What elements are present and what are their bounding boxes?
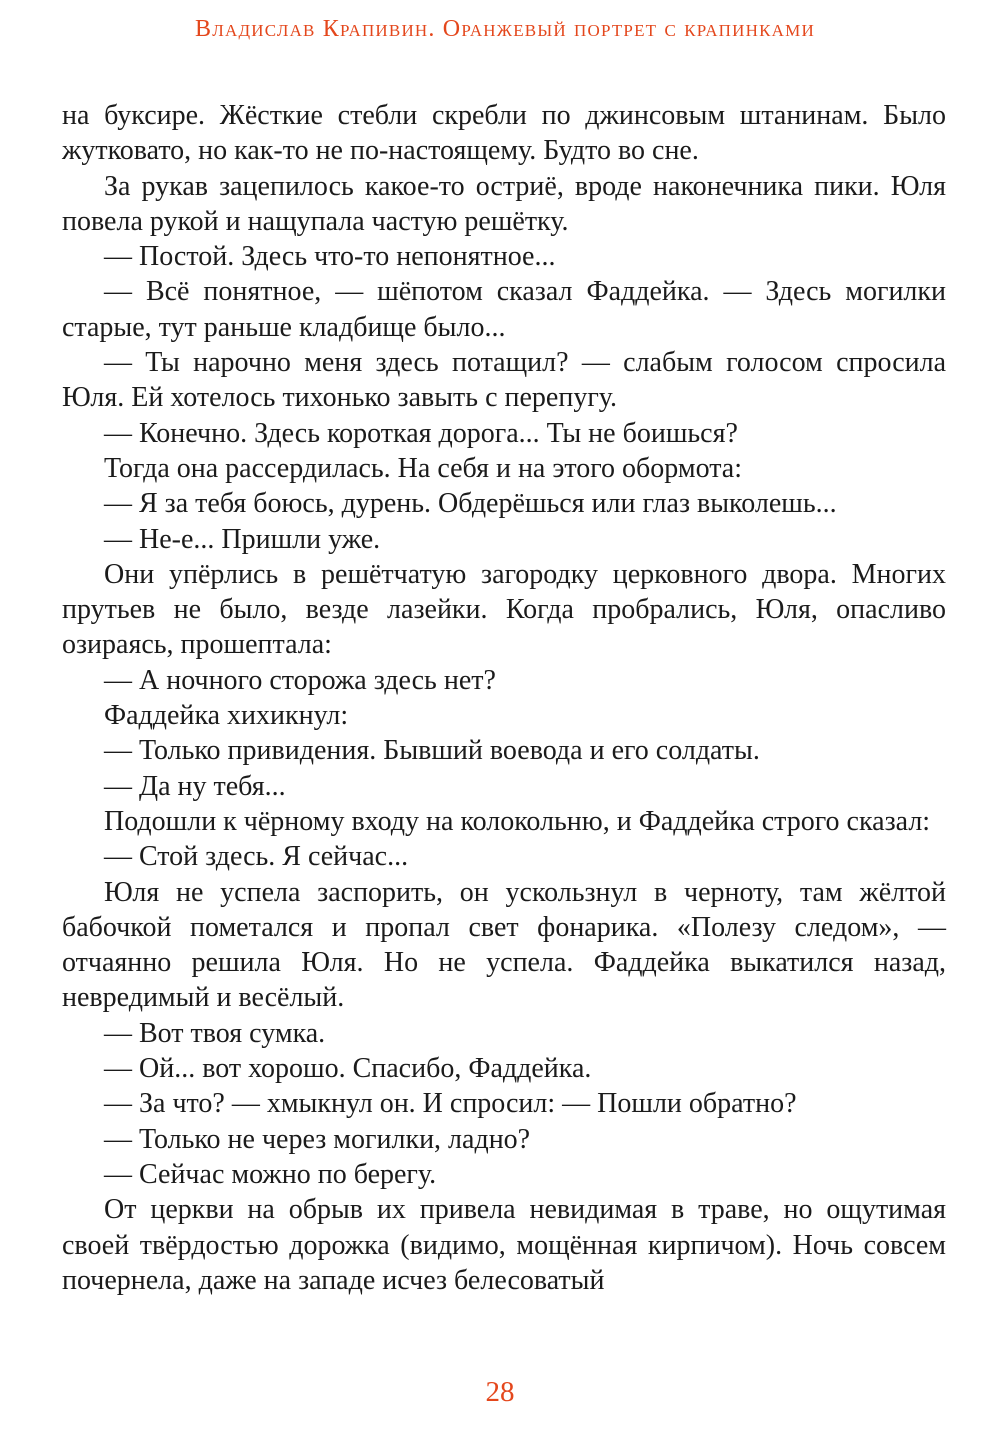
paragraph: Они упёрлись в решётчатую загородку церковного двора. Многих прутьев не было, везде лазейки. Когда пробрались, Юля, опасливо озираясь, прошептала: (62, 558, 946, 661)
paragraph: Подошли к чёрному входу на колокольню, и Фаддейка строго сказал: (104, 805, 931, 837)
paragraph: — Только не через могилки, ладно? (104, 1123, 531, 1155)
paragraph: — Вот твоя сумка. (104, 1017, 326, 1049)
paragraph: — Сейчас можно по берегу. (104, 1158, 437, 1190)
paragraph: Юля не успела заспорить, он ускользнул в черноту, там жёлтой бабочкой пометался и пропал свет фонарика. «Полезу следом», — отчаянно решила Юля. Но не успела. Фаддейка выкатился назад, невредимый и весёлый. (62, 876, 946, 1014)
paragraph: — За что? — хмыкнул он. И спросил: — Пошли обратно? (104, 1088, 797, 1120)
running-header: Владислав Крапивин. Оранжевый портрет с крапинками (195, 16, 815, 42)
paragraph: — Не-е... Пришли уже. (104, 523, 381, 555)
paragraph: Фаддейка хихикнул: (104, 700, 349, 732)
page-number: 28 (485, 1376, 515, 1408)
paragraph: За рукав зацепилось какое-то остриё, вроде наконечника пики. Юля повела рукой и нащупала частую решётку. (62, 170, 946, 237)
paragraph: — Стой здесь. Я сейчас... (104, 841, 409, 873)
paragraph: — Только привидения. Бывший воевода и его солдаты. (104, 735, 760, 767)
paragraph: — Ой... вот хорошо. Спасибо, Фаддейка. (104, 1053, 592, 1085)
paragraph: Тогда она рассердилась. На себя и на этого обормота: (104, 452, 742, 484)
paragraph: — Я за тебя боюсь, дурень. Обдерёшься или глаз выколешь... (104, 488, 837, 520)
paragraph: — А ночного сторожа здесь нет? (104, 664, 496, 696)
paragraph: — Всё понятное, — шёпотом сказал Фаддейка. — Здесь могилки старые, тут раньше кладбище было... (62, 276, 946, 343)
paragraph: От церкви на обрыв их привела невидимая в траве, но ощутимая своей твёрдостью дорожка (видимо, мощённая кирпичом). Ночь совсем почернела, даже на западе исчез белесоватый (62, 1194, 946, 1296)
paragraph: — Ты нарочно меня здесь потащил? — слабым голосом спросила Юля. Ей хотелось тихонько завыть с перепугу. (62, 347, 946, 414)
text-body (62, 98, 946, 1298)
paragraph: на буксире. Жёсткие стебли скребли по джинсовым штанинам. Было жутковато, но как-то не по-настоящему. Будто во сне. (62, 100, 946, 167)
paragraph: — Да ну тебя... (104, 770, 286, 802)
paragraph: — Конечно. Здесь короткая дорога... Ты не боишься? (104, 417, 738, 449)
paragraph: — Постой. Здесь что-то непонятное... (104, 241, 556, 273)
